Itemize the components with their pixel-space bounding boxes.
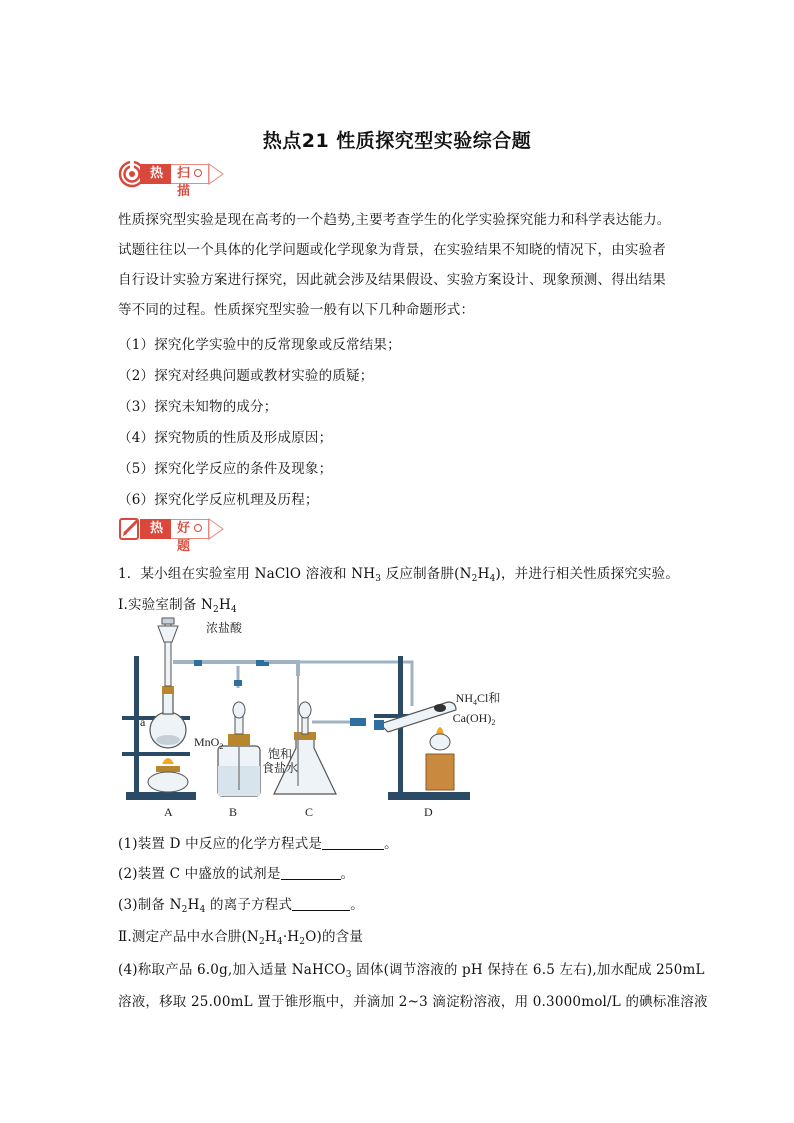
form-item-2: （2）探究对经典问题或教材实验的质疑； bbox=[118, 368, 374, 384]
part-2-heading: Ⅱ.测定产品中水合肼$(N_2H_4\cdot H_2O)$的含量 bbox=[118, 929, 364, 947]
label-mno2: MnO$_2$ bbox=[194, 735, 224, 751]
banner-arrow-tail bbox=[209, 164, 223, 184]
intro-line-2: 试题往往以一个具体的化学问题或化学现象为背景，在实验结果不知晓的情况下，由实验者 bbox=[118, 242, 666, 258]
page-title: 热点21 性质探究型实验综合题 bbox=[262, 130, 532, 152]
sub-question-2: (2)装置 C 中盛放的试剂是 。 bbox=[118, 866, 355, 882]
label-nh4cl: $NH_4Cl$和 bbox=[455, 691, 501, 707]
sub-question-4-line-2: 溶液，移取 25.00mL 置于锥形瓶中，并滴加 2~3 滴淀粉溶液，用 0.3000mol/L 的碘标准溶液 bbox=[118, 994, 708, 1010]
banner-label-right: 扫描 bbox=[171, 164, 209, 184]
banner-label-right: 好题 bbox=[171, 519, 209, 539]
apparatus-diagram bbox=[118, 616, 501, 822]
intro-line-3: 自行设计实验方案进行探究，因此就会涉及结果假设、实验方案设计、现象预测、得出结果 bbox=[118, 272, 666, 288]
intro-line-1: 性质探究型实验是现在高考的一个趋势,主要考查学生的化学实验探究能力和科学表达能力。 bbox=[118, 212, 671, 228]
label-caoh2: $Ca(OH)_2$ bbox=[452, 711, 496, 727]
burner-d bbox=[426, 727, 454, 790]
connecting-tubes bbox=[173, 660, 412, 706]
label-C: C bbox=[305, 805, 314, 819]
sub-question-4-line-1: (4)称取产品 6.0g,加入适量 NaHCO$_3$ 固体(调节溶液的 pH 保持在 6.5 左右),加水配成 250mL bbox=[118, 962, 705, 980]
form-item-3: （3）探究未知物的成分； bbox=[118, 399, 278, 415]
banner-label-left: 热点 bbox=[140, 164, 171, 184]
answer-blank-1[interactable] bbox=[322, 835, 384, 850]
label-a: a bbox=[140, 715, 146, 729]
burner-a bbox=[148, 758, 188, 792]
form-item-1: （1）探究化学实验中的反常现象或反常结果； bbox=[118, 337, 401, 353]
label-A: A bbox=[164, 805, 173, 819]
question-1-stem: 1．某小组在实验室用 NaClO 溶液和 $NH_3$ 反应制备肼$(N_2H_4)$，并进行相关性质探究实验。 bbox=[118, 566, 680, 584]
flask-a bbox=[150, 618, 186, 748]
flask-c bbox=[274, 676, 350, 794]
dot-icon bbox=[194, 169, 202, 177]
dot-icon bbox=[194, 524, 202, 532]
banner-label-left: 热搜 bbox=[140, 519, 171, 539]
form-item-5: （5）探究化学反应的条件及现象； bbox=[118, 461, 333, 477]
label-conc-hcl: 浓盐酸 bbox=[206, 621, 243, 635]
answer-blank-2[interactable] bbox=[281, 865, 341, 880]
form-item-4: （4）探究物质的性质及形成原因； bbox=[118, 430, 333, 446]
label-D: D bbox=[424, 805, 433, 819]
intro-line-4: 等不同的过程。性质探究型实验一般有以下几种命题形式： bbox=[118, 302, 475, 318]
label-saturated: 饱和 bbox=[268, 747, 293, 761]
label-B: B bbox=[229, 805, 238, 819]
part-1-heading: Ⅰ.实验室制备 $N_2H_4$ bbox=[118, 597, 237, 615]
form-item-6: （6）探究化学反应机理及历程； bbox=[118, 492, 319, 508]
bottle-b bbox=[218, 702, 260, 796]
sub-question-3: (3)制备 $N_2H_4$ 的离子方程式 。 bbox=[118, 897, 364, 915]
banner-arrow-tail bbox=[209, 519, 223, 539]
label-brine: 食盐水 bbox=[262, 761, 299, 775]
answer-blank-3[interactable] bbox=[292, 896, 350, 911]
sub-question-1: (1)装置 D 中反应的化学方程式是 。 bbox=[118, 836, 398, 852]
